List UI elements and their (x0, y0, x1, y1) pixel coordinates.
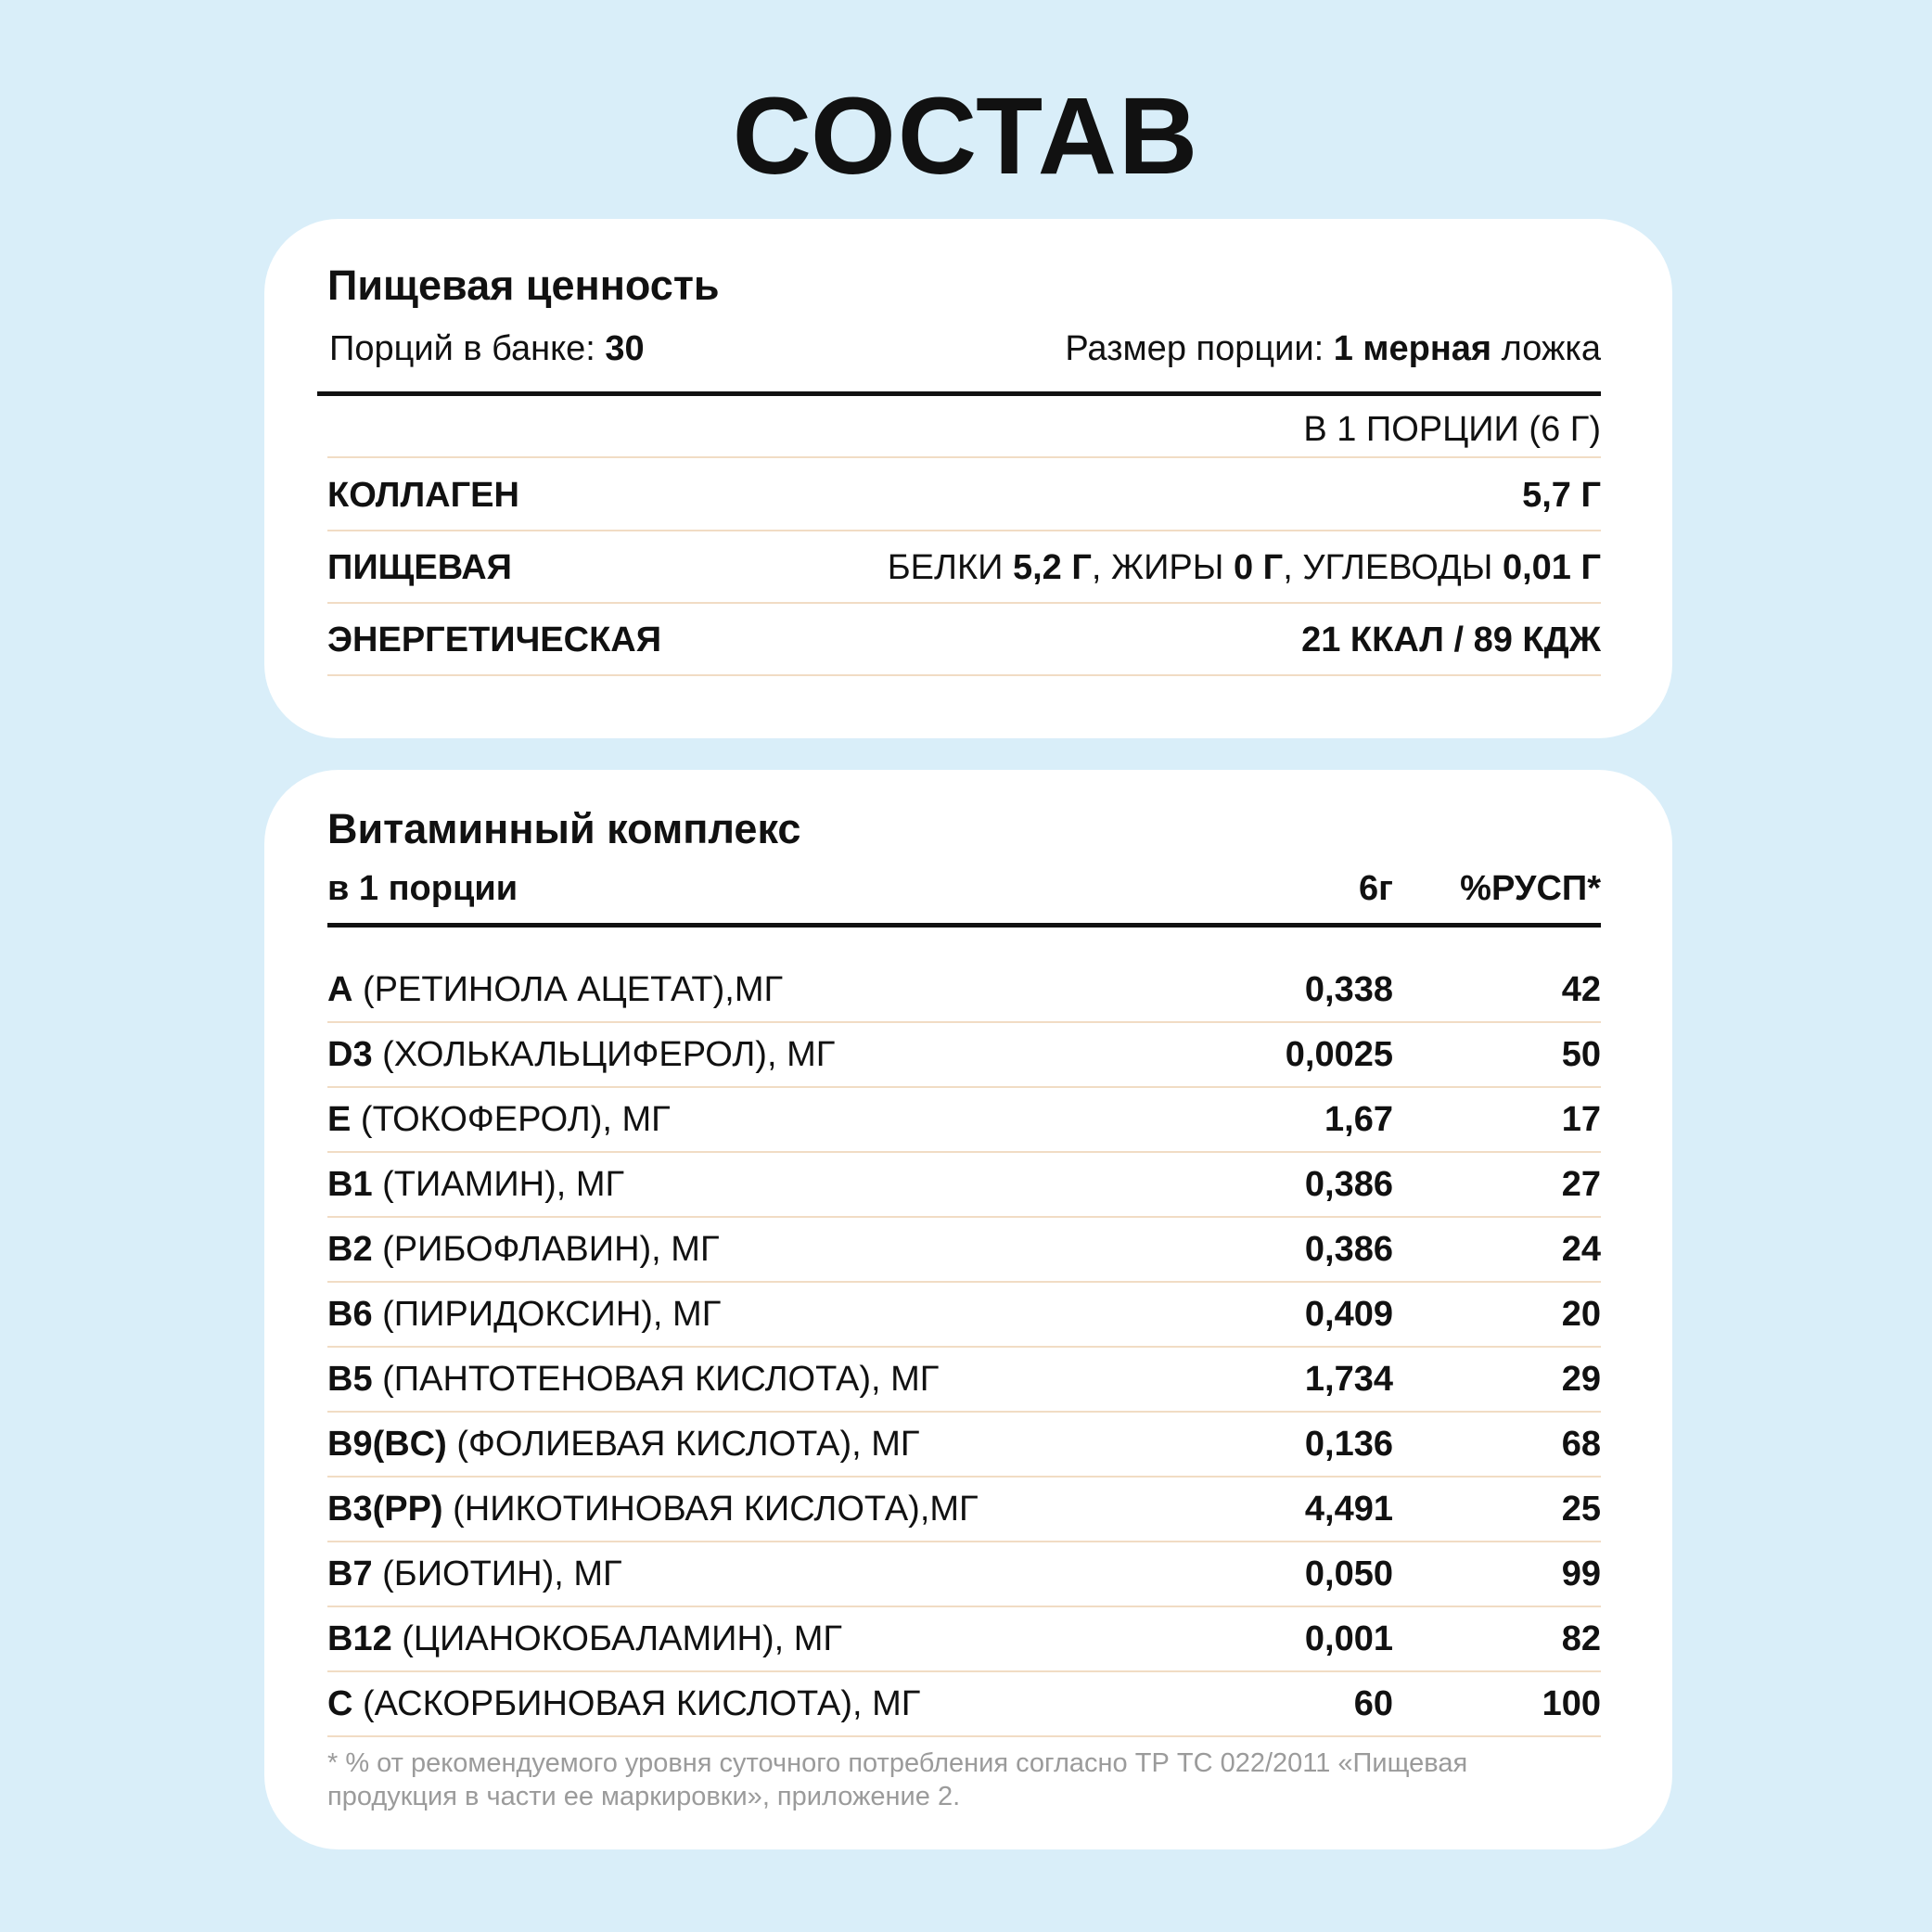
vitamin-row (327, 1152, 1601, 1217)
vitamin-rusp: 42 (1561, 969, 1601, 1009)
footnote: * % от рекомендуемого уровня суточного потребления согласно ТР ТС 022/2011 «Пищевая продукция в части ее маркировки», приложение 2. (327, 1748, 1468, 1811)
vitamin-rusp: 24 (1561, 1229, 1601, 1269)
vitamin-row (327, 1606, 1601, 1671)
serving-info (329, 323, 1601, 375)
vitamin-rusp: 100 (1542, 1683, 1601, 1723)
vitamin-rusp: 68 (1561, 1424, 1601, 1464)
vitamin-row (327, 1022, 1601, 1087)
collagen-label: КОЛЛАГЕН (327, 475, 519, 515)
vitamin-name: B3(PP) (НИКОТИНОВАЯ КИСЛОТА),МГ (327, 1489, 979, 1529)
vitamin-amount: 0,338 (1304, 969, 1393, 1009)
vitamin-name: B5 (ПАНТОТЕНОВАЯ КИСЛОТА), МГ (327, 1359, 940, 1399)
nutrition-card (264, 219, 1672, 738)
vitamin-row (327, 1671, 1601, 1736)
vitamin-amount: 1,734 (1304, 1359, 1393, 1399)
vitamin-name: A (РЕТИНОЛА АЦЕТАТ),МГ (327, 969, 784, 1009)
row-divider (327, 456, 1601, 458)
vitamin-amount: 0,386 (1304, 1164, 1393, 1204)
header-divider (317, 391, 1601, 396)
vitamin-name: D3 (ХОЛЬКАЛЬЦИФЕРОЛ), МГ (327, 1034, 836, 1074)
vitamin-rusp: 20 (1561, 1294, 1601, 1334)
vitamin-row (327, 1347, 1601, 1412)
macros: БЕЛКИ 5,2 Г, ЖИРЫ 0 Г, УГЛЕВОДЫ 0,01 Г (887, 547, 1601, 587)
vitamin-rusp: 99 (1561, 1554, 1601, 1593)
collagen-value: 5,7 Г (1522, 475, 1601, 515)
vitamin-row (327, 1477, 1601, 1542)
vitamin-amount: 0,050 (1304, 1554, 1393, 1593)
page-title: СОСТАВ (732, 75, 1200, 198)
vitamin-amount: 60 (1353, 1683, 1393, 1723)
vitamin-name: B2 (РИБОФЛАВИН), МГ (327, 1229, 720, 1269)
vitamins-title: Витаминный комплекс (327, 805, 801, 852)
vitamins-card (264, 770, 1672, 1849)
vitamin-row (327, 1542, 1601, 1606)
vitamin-row (327, 957, 1601, 1022)
vitamin-name: B12 (ЦИАНОКОБАЛАМИН), МГ (327, 1619, 842, 1658)
energy-value: 21 ККАЛ / 89 КДЖ (1301, 620, 1601, 659)
vitamin-amount: 0,001 (1304, 1619, 1393, 1658)
vitamin-rusp: 27 (1561, 1164, 1601, 1204)
nutrition-title: Пищевая ценность (327, 262, 720, 309)
column-header: В 1 ПОРЦИИ (6 Г) (1303, 409, 1601, 449)
vitamin-rusp: 25 (1561, 1489, 1601, 1529)
servings-per-can: Порций в банке: 30 (329, 328, 645, 368)
vitamin-row (327, 1087, 1601, 1152)
vitamin-name: C (АСКОРБИНОВАЯ КИСЛОТА), МГ (327, 1683, 921, 1723)
vitamin-rusp: 50 (1561, 1034, 1601, 1074)
rusp-column-header: %РУСП* (1460, 868, 1601, 908)
collagen-row (327, 459, 1601, 531)
column-header-row (327, 397, 1601, 462)
amount-column-header: 6г (1359, 868, 1393, 908)
energy-label: ЭНЕРГЕТИЧЕСКАЯ (327, 620, 662, 659)
food-label: ПИЩЕВАЯ (327, 547, 512, 587)
vitamin-amount: 1,67 (1324, 1099, 1393, 1139)
food-value-row (327, 531, 1601, 604)
vitamin-amount: 0,0025 (1285, 1034, 1393, 1074)
vitamin-amount: 0,409 (1304, 1294, 1393, 1334)
energy-row (327, 604, 1601, 676)
vitamin-amount: 0,386 (1304, 1229, 1393, 1269)
vitamin-amount: 0,136 (1304, 1424, 1393, 1464)
vitamin-rusp: 82 (1561, 1619, 1601, 1658)
vitamin-row (327, 1282, 1601, 1347)
vitamins-header-row (327, 863, 1601, 915)
serving-size: Размер порции: 1 мерная ложка (1065, 328, 1601, 368)
vitamin-row (327, 1412, 1601, 1477)
vitamin-amount: 4,491 (1304, 1489, 1393, 1529)
header-divider (327, 923, 1601, 928)
vitamin-name: B7 (БИОТИН), МГ (327, 1554, 622, 1593)
row-divider (327, 674, 1601, 676)
per-serving-label: в 1 порции (327, 868, 518, 908)
vitamin-rusp: 17 (1561, 1099, 1601, 1139)
vitamin-name: B9(BC) (ФОЛИЕВАЯ КИСЛОТА), МГ (327, 1424, 920, 1464)
vitamin-row (327, 1217, 1601, 1282)
vitamin-name: B6 (ПИРИДОКСИН), МГ (327, 1294, 722, 1334)
vitamin-name: B1 (ТИАМИН), МГ (327, 1164, 625, 1204)
vitamin-name: E (ТОКОФЕРОЛ), МГ (327, 1099, 671, 1139)
row-divider (327, 1735, 1601, 1737)
vitamin-rusp: 29 (1561, 1359, 1601, 1399)
